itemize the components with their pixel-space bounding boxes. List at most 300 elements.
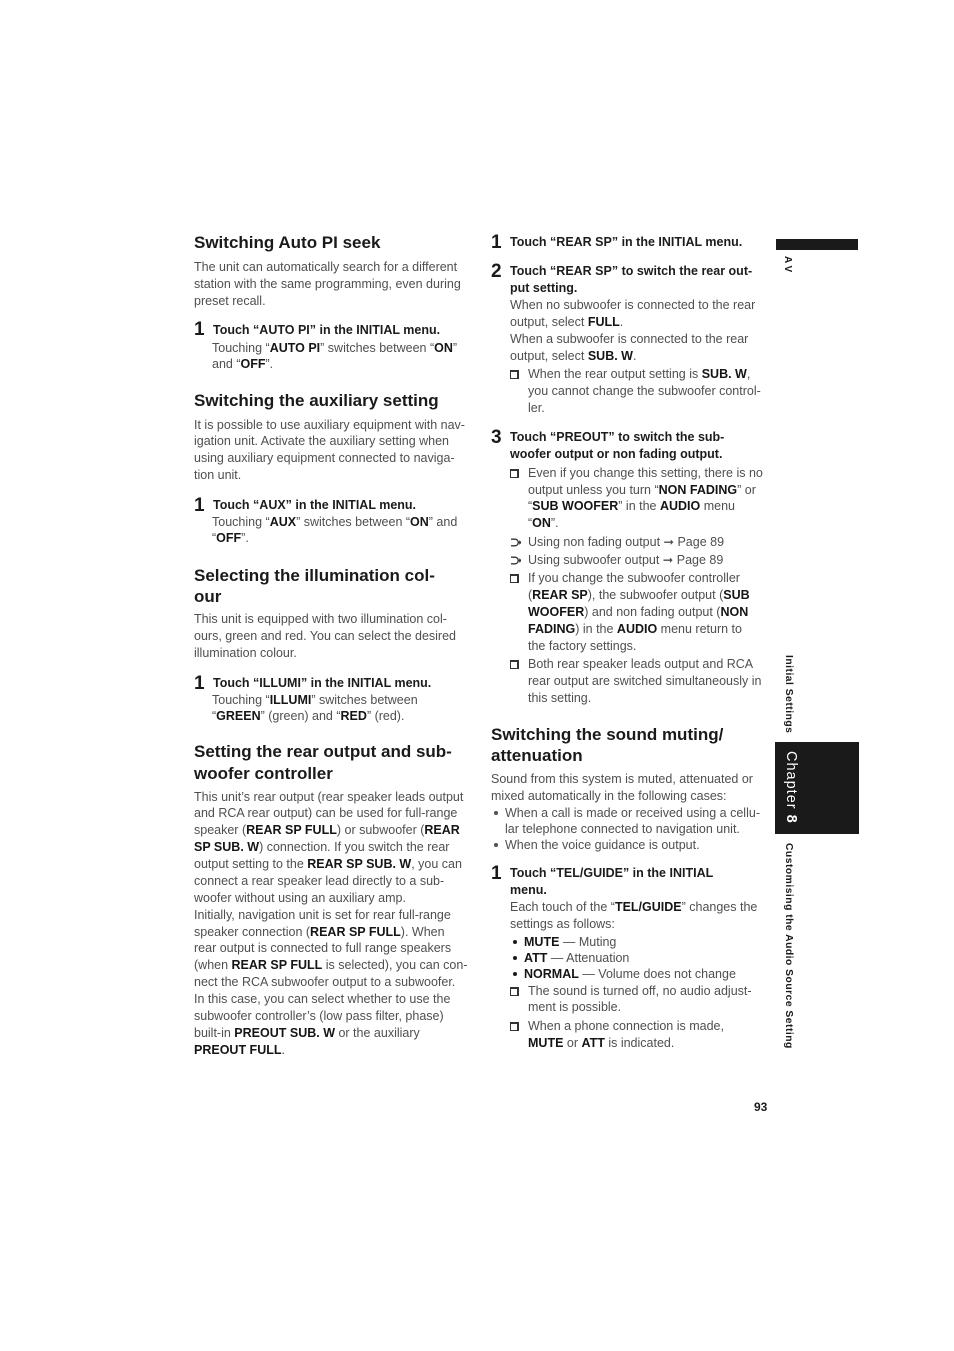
text-run: ours, green and red. You can select the desired <box>194 628 456 643</box>
note <box>510 983 752 1015</box>
step-number: 2 <box>491 260 502 282</box>
text-line <box>212 340 457 357</box>
paragraph <box>194 611 456 662</box>
text-run: or the auxiliary <box>335 1025 420 1040</box>
step-detail <box>212 692 418 725</box>
text-line <box>528 656 761 673</box>
note-text <box>528 465 763 532</box>
text-line <box>491 788 753 805</box>
note-text <box>528 656 761 707</box>
text-line <box>194 805 468 822</box>
text-run: our <box>194 586 222 606</box>
cross-reference-text <box>528 534 724 551</box>
text-run: When a phone connection is made, <box>528 1018 724 1033</box>
text-run: “ <box>212 531 217 545</box>
text-line <box>528 673 761 690</box>
text-run: rear output are switched simultaneously in <box>528 673 762 688</box>
text-run: . <box>281 1042 285 1057</box>
text-line <box>194 417 465 434</box>
text-run: ). When <box>400 924 445 939</box>
cross-reference-text <box>528 552 723 569</box>
text-line <box>212 356 457 373</box>
note <box>510 656 761 707</box>
text-line <box>510 865 713 882</box>
step-number: 1 <box>491 231 502 253</box>
section-tab-bar <box>776 239 858 250</box>
bold-term: ON <box>410 514 429 529</box>
step-text <box>510 865 713 899</box>
paragraph <box>491 771 753 805</box>
text-line <box>194 565 435 586</box>
bold-term: SUB. W <box>701 366 747 381</box>
page-number: 93 <box>754 1100 768 1114</box>
text-run: . <box>632 348 637 363</box>
bold-term: SUB WOOFER <box>532 499 619 514</box>
bold-term: REAR SP FULL <box>231 958 323 973</box>
step-text <box>510 429 724 463</box>
text-run: connect a rear speaker lead directly to a sub- <box>194 873 445 888</box>
bold-term: AUX <box>269 514 297 529</box>
option-item <box>511 934 616 951</box>
text-line <box>528 983 752 999</box>
text-run: menu <box>700 499 735 514</box>
text-line <box>510 331 755 348</box>
text-line <box>194 763 452 785</box>
text-line <box>212 514 457 531</box>
text-run: , <box>746 366 751 381</box>
text-run: settings as follows: <box>510 916 615 931</box>
text-run: or <box>563 1035 582 1050</box>
text-line <box>213 322 440 339</box>
text-line <box>491 745 723 766</box>
bold-term: OFF <box>216 531 242 545</box>
text-run: output setting to the <box>194 857 308 872</box>
text-line <box>528 621 750 638</box>
step-detail <box>212 340 457 373</box>
step-text <box>213 675 431 692</box>
bullet-icon <box>494 843 498 847</box>
text-run: It is possible to use auxiliary equipment with nav- <box>194 417 465 432</box>
text-line <box>505 805 760 821</box>
text-run: “ <box>528 499 533 514</box>
note-square-icon <box>510 469 519 478</box>
text-line <box>510 882 713 899</box>
text-run: (when <box>194 958 232 973</box>
bold-term: FULL <box>587 314 620 329</box>
option-text <box>524 966 736 983</box>
bold-term: RED <box>340 709 367 723</box>
section-heading <box>194 741 452 785</box>
text-line <box>194 1042 468 1059</box>
step-number: 1 <box>194 319 205 340</box>
text-run: The unit can automatically search for a different <box>194 259 458 274</box>
note <box>510 570 750 655</box>
section-heading <box>491 724 723 766</box>
text-run: ” and <box>428 514 458 529</box>
bullet-icon <box>513 972 517 976</box>
text-run: menu. <box>510 882 547 897</box>
step-detail <box>510 899 757 933</box>
text-run: igation unit. Activate the auxiliary setting when <box>194 434 450 449</box>
bullet-icon <box>513 940 517 944</box>
text-run: ) connection. If you switch the rear <box>259 840 450 855</box>
step-number: 1 <box>491 862 502 884</box>
bold-term: ATT <box>581 1035 605 1050</box>
text-run: Sound from this system is muted, attenuated or <box>491 771 753 786</box>
text-line <box>528 690 761 707</box>
text-run: Both rear speaker leads output and RCA <box>528 656 754 671</box>
text-run: . <box>619 314 624 329</box>
text-run: Touch “TEL/GUIDE” in the INITIAL <box>510 865 714 880</box>
text-line <box>528 587 750 604</box>
text-line <box>510 429 724 446</box>
text-line <box>213 497 416 514</box>
option-item <box>511 966 736 983</box>
text-line <box>528 515 763 532</box>
text-line <box>528 1018 724 1035</box>
text-run: preset recall. <box>194 293 266 308</box>
text-run: ”. <box>265 357 274 371</box>
text-run: — Volume does not change <box>578 966 736 981</box>
note-square-icon <box>510 370 519 379</box>
text-line <box>194 586 435 607</box>
step-number: 1 <box>194 494 205 516</box>
text-line <box>510 916 757 933</box>
text-run: When a call is made or received using a cellu- <box>505 805 760 820</box>
bold-term: SUB <box>723 587 750 602</box>
text-run: “ <box>212 709 217 723</box>
bold-term: NORMAL <box>524 966 579 981</box>
text-run: ) in the <box>575 621 617 636</box>
text-line <box>194 789 468 806</box>
note <box>510 1018 724 1052</box>
bold-term: NON FADING <box>658 482 738 497</box>
section-tab-label: AV <box>782 256 793 276</box>
text-line <box>194 974 468 991</box>
text-run: using auxiliary equipment connected to naviga- <box>194 451 455 466</box>
text-run: When the voice guidance is output. <box>505 837 700 852</box>
text-run: ” changes the <box>681 899 758 914</box>
text-run: nect the RCA subwoofer output to a subwoofer. <box>194 975 456 990</box>
text-line <box>528 498 763 515</box>
paragraph <box>194 259 461 310</box>
text-line <box>194 907 468 924</box>
step-text <box>510 234 742 251</box>
option-text <box>524 934 616 951</box>
text-line <box>510 446 724 463</box>
text-run: Touch “ILLUMI” in the INITIAL menu. <box>213 675 432 690</box>
bold-term: AUDIO <box>616 621 658 636</box>
text-line <box>194 628 456 645</box>
text-run: ” switches between “ <box>320 340 435 355</box>
text-line <box>510 899 757 916</box>
bold-term: TEL/GUIDE <box>614 899 682 914</box>
text-line <box>524 950 629 967</box>
text-line <box>510 348 755 365</box>
note-text <box>528 1018 724 1052</box>
text-run: lar telephone connected to navigation unit. <box>505 822 740 836</box>
text-run: woofer controller <box>194 764 333 783</box>
text-run: ” or <box>737 482 756 497</box>
text-run: Switching the auxiliary setting <box>194 390 439 410</box>
paragraph <box>194 789 468 1059</box>
text-line <box>194 390 439 411</box>
note-text <box>528 983 752 1015</box>
text-run: When the rear output setting is <box>528 366 702 381</box>
text-run: ” in the <box>618 499 660 514</box>
bold-term: FADING <box>528 621 576 636</box>
bold-term: REAR <box>424 823 460 838</box>
text-run: ” <box>452 340 458 355</box>
text-run: Touch “REAR SP” in the INITIAL menu. <box>510 234 743 249</box>
text-run: ), the subwoofer output ( <box>587 587 724 602</box>
section-heading <box>194 232 380 253</box>
note-text <box>528 570 750 655</box>
step-detail <box>510 297 755 365</box>
text-line <box>212 692 418 709</box>
bold-term: MUTE <box>524 934 560 949</box>
bold-term: PREOUT SUB. W <box>234 1025 335 1040</box>
text-run: illumination colour. <box>194 645 297 660</box>
text-run: subwoofer controller’s (low pass filter, phase) <box>194 1008 444 1023</box>
step-text <box>213 322 440 339</box>
text-run: ler. <box>528 400 545 415</box>
text-run: When no subwoofer is connected to the rear <box>510 297 756 312</box>
text-run: station with the same programming, even during <box>194 276 461 291</box>
reference-arrow-icon <box>510 538 521 547</box>
section-heading <box>194 390 439 411</box>
bold-term: SUB. W <box>587 348 633 363</box>
text-line <box>510 234 742 251</box>
text-line <box>528 1035 724 1052</box>
text-run: Even if you change this setting, there is no <box>528 465 763 480</box>
text-line <box>194 293 461 310</box>
text-line <box>528 604 750 621</box>
bold-term: AUTO PI <box>269 340 321 355</box>
text-line <box>194 467 465 484</box>
text-run: is indicated. <box>604 1035 675 1050</box>
text-run: woofer output or non fading output. <box>510 446 723 461</box>
text-run: output unless you turn “ <box>528 482 659 497</box>
text-run: “ <box>528 515 533 530</box>
section-name: Initial Settings <box>783 655 794 734</box>
bold-term: ATT <box>524 950 548 965</box>
text-run: Initially, navigation unit is set for rear full-range <box>194 907 451 922</box>
text-run: ”. <box>241 531 249 545</box>
note <box>510 465 763 532</box>
text-line <box>194 924 468 941</box>
text-line <box>194 991 468 1008</box>
bold-term: REAR SP SUB. W <box>307 857 412 872</box>
text-run: Touching “ <box>212 514 270 529</box>
text-line <box>528 999 752 1015</box>
note <box>510 366 761 417</box>
text-run: is selected), you can con- <box>322 958 468 973</box>
text-line <box>524 934 616 951</box>
text-run: ) and non fading output ( <box>584 604 721 619</box>
text-line <box>194 741 452 763</box>
note-square-icon <box>510 1022 519 1031</box>
text-line <box>194 232 380 253</box>
text-run: , you can <box>411 857 462 872</box>
text-run: Switching the sound muting/ <box>491 724 724 744</box>
note-square-icon <box>510 660 519 669</box>
text-run: Using non fading output ➞ Page 89 <box>528 534 725 549</box>
text-run: Touching “ <box>212 340 270 355</box>
text-line <box>194 957 468 974</box>
text-line <box>194 611 456 628</box>
text-run: attenuation <box>491 745 583 765</box>
text-line <box>194 940 468 957</box>
text-run: — Attenuation <box>547 950 630 965</box>
note-text <box>528 366 761 417</box>
text-line <box>510 314 755 331</box>
text-run: Touching “ <box>212 692 270 707</box>
text-run: mixed automatically in the following cases: <box>491 788 727 803</box>
text-run: rear output is connected to full range speakers <box>194 941 452 956</box>
text-line <box>194 433 465 450</box>
list-item-text <box>505 837 700 854</box>
text-run: the factory settings. <box>528 638 637 653</box>
text-run: and RCA rear output) can be used for full-range <box>194 806 458 821</box>
text-run: Setting the rear output and sub- <box>194 742 452 761</box>
option-item <box>511 950 629 967</box>
bold-term: AUDIO <box>659 499 701 514</box>
bold-term: OFF <box>240 357 266 371</box>
text-run: built-in <box>194 1025 235 1040</box>
text-line <box>194 259 461 276</box>
text-line <box>510 297 755 314</box>
text-run: Touch “AUTO PI” in the INITIAL menu. <box>213 322 441 337</box>
section-heading <box>194 565 435 607</box>
text-run: This unit’s rear output (rear speaker leads output <box>194 789 464 804</box>
note-square-icon <box>510 987 519 996</box>
text-run: put setting. <box>510 280 578 295</box>
text-line <box>505 837 700 854</box>
text-line <box>510 280 752 297</box>
bold-term: GREEN <box>216 709 261 723</box>
bold-term: REAR SP FULL <box>246 823 337 838</box>
text-run: The sound is turned off, no audio adjust- <box>528 983 752 998</box>
note-square-icon <box>510 574 519 583</box>
bold-term: REAR SP <box>532 587 588 602</box>
text-run: Touch “PREOUT” to switch the sub- <box>510 429 725 444</box>
bold-term: MUTE <box>528 1035 564 1050</box>
chapter-word: Chapter <box>783 751 799 810</box>
text-run: speaker ( <box>194 823 247 838</box>
text-line <box>194 839 468 856</box>
bullet-icon <box>494 811 498 815</box>
cross-reference <box>510 552 723 569</box>
text-run: output, select <box>510 314 588 329</box>
text-run: and “ <box>212 357 241 371</box>
text-run: this setting. <box>528 690 592 705</box>
list-item <box>492 837 700 854</box>
bold-term: ON <box>434 340 453 355</box>
text-run: Using subwoofer output ➞ Page 89 <box>528 552 724 567</box>
text-run: menu return to <box>657 621 742 636</box>
bold-term: REAR SP FULL <box>310 924 401 939</box>
text-run: Each touch of the “ <box>510 899 615 914</box>
text-line <box>505 821 760 837</box>
text-line <box>212 530 457 547</box>
text-line <box>491 724 723 745</box>
text-line <box>194 1008 468 1025</box>
chapter-title: Customising the Audio Source Setting <box>783 843 794 1049</box>
step-number: 3 <box>491 426 502 448</box>
step-text <box>510 263 752 297</box>
text-line <box>194 1025 468 1042</box>
text-line <box>528 482 763 499</box>
text-run: — Muting <box>559 934 617 949</box>
text-line <box>194 450 465 467</box>
text-run: When a subwoofer is connected to the rear <box>510 331 749 346</box>
text-run: ”. <box>550 515 559 530</box>
text-run: Switching Auto PI seek <box>194 233 381 252</box>
text-line <box>491 771 753 788</box>
text-line <box>194 856 468 873</box>
bold-term: ON <box>532 515 551 530</box>
chapter-number: 8 <box>783 814 799 824</box>
text-line <box>194 645 456 662</box>
text-run: Touch “AUX” in the INITIAL menu. <box>213 497 417 512</box>
paragraph <box>194 417 465 484</box>
text-line <box>528 638 750 655</box>
option-text <box>524 950 629 967</box>
text-run: you cannot change the subwoofer control- <box>528 383 761 398</box>
text-line <box>194 873 468 890</box>
bold-term: WOOFER <box>528 604 585 619</box>
text-run: Touch “REAR SP” to switch the rear out- <box>510 263 753 278</box>
text-line <box>524 966 736 983</box>
text-line <box>528 534 724 551</box>
text-run: ” (green) and “ <box>260 709 341 723</box>
reference-arrow-icon <box>510 556 521 565</box>
bold-term: NON <box>720 604 749 619</box>
text-run: This unit is equipped with two illumination col- <box>194 611 447 626</box>
text-run: ” switches between <box>311 692 418 707</box>
text-run: speaker connection ( <box>194 924 311 939</box>
step-text <box>213 497 416 514</box>
chapter-label <box>783 751 799 824</box>
text-run: output, select <box>510 348 588 363</box>
text-run: In this case, you can select whether to use the <box>194 992 451 1007</box>
text-line <box>213 675 431 692</box>
text-run: ” switches between “ <box>296 514 411 529</box>
bold-term: PREOUT FULL <box>194 1042 282 1057</box>
text-line <box>528 366 761 383</box>
text-run: If you change the subwoofer controller <box>528 570 740 585</box>
text-line <box>510 263 752 280</box>
list-item-text <box>505 805 760 837</box>
text-run: ( <box>528 587 533 602</box>
list-item <box>492 805 760 837</box>
bold-term: ILLUMI <box>269 692 312 707</box>
text-line <box>528 465 763 482</box>
text-run: ) or subwoofer ( <box>336 823 425 838</box>
text-line <box>528 570 750 587</box>
text-line <box>194 890 468 907</box>
chapter-tab <box>775 742 859 834</box>
text-run: Selecting the illumination col- <box>194 565 435 585</box>
text-line <box>194 822 468 839</box>
text-run: ” (red). <box>366 709 405 723</box>
text-run: ment is possible. <box>528 1000 622 1014</box>
text-line <box>528 552 723 569</box>
text-line <box>194 276 461 293</box>
text-line <box>528 383 761 400</box>
text-line <box>212 708 418 725</box>
